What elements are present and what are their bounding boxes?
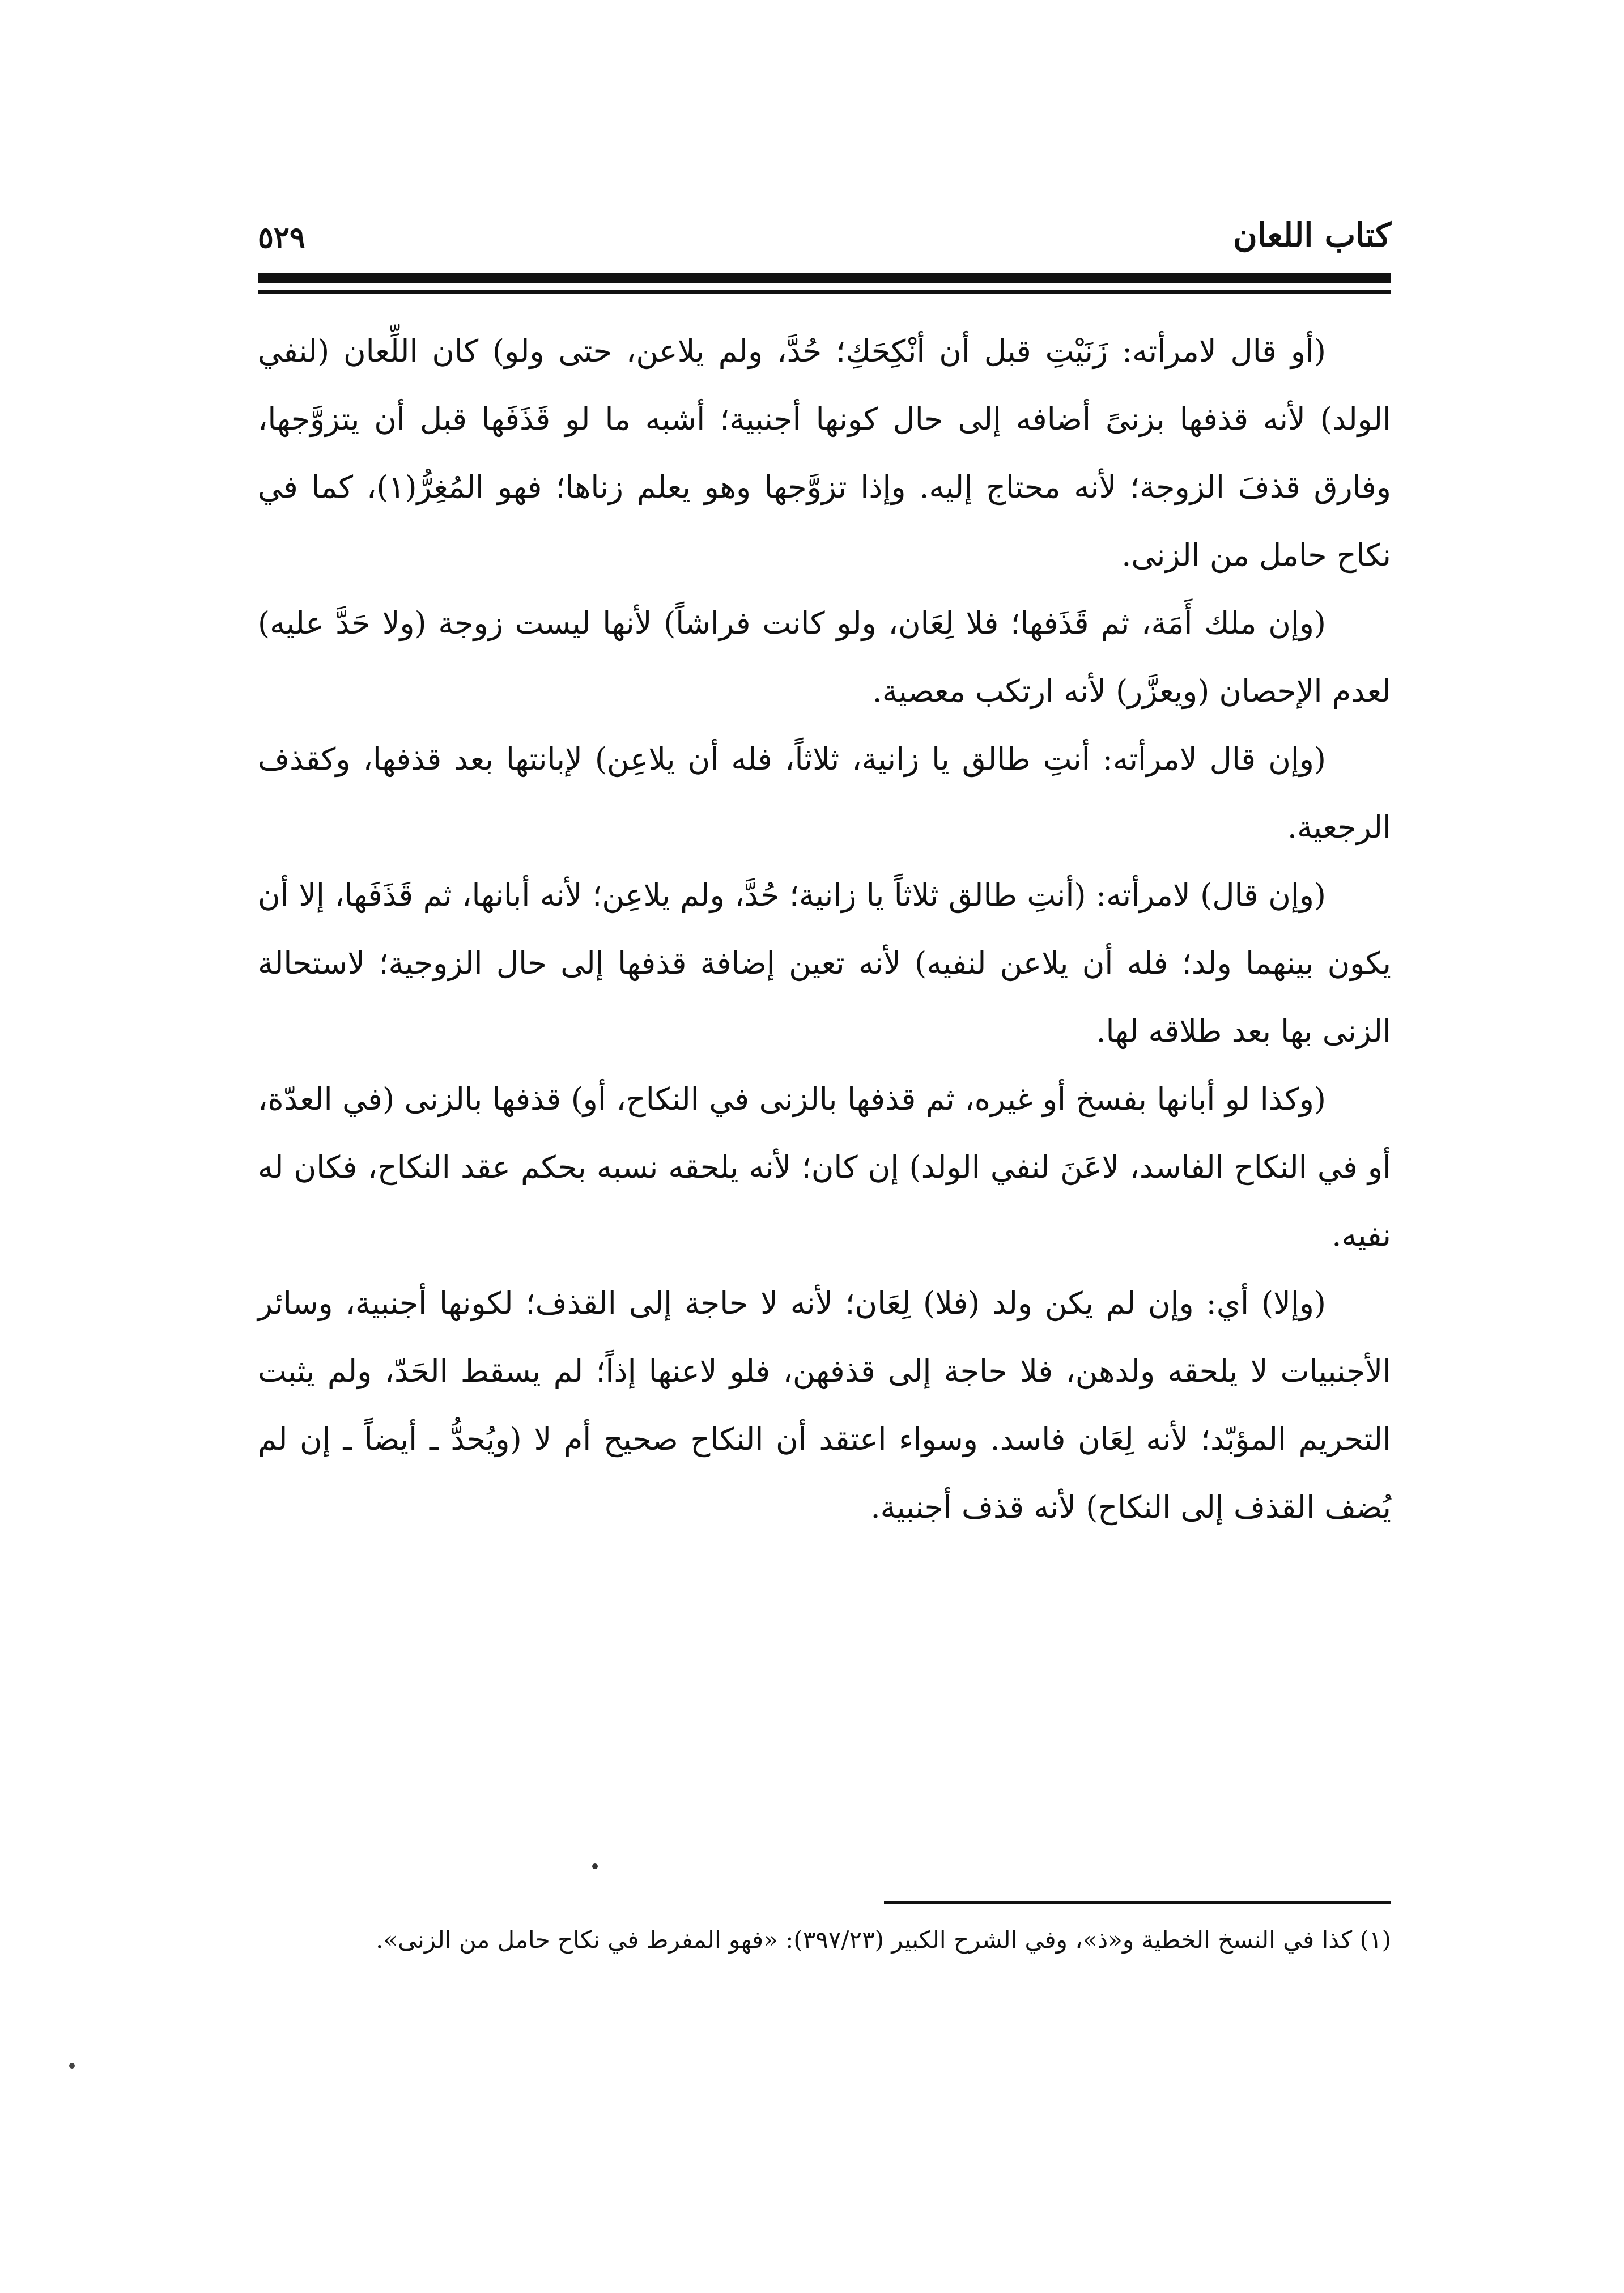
paragraph: (وإن قال لامرأته: أنتِ طالق يا زانية، ثلاثاً، فله أن يلاعِن) لإبانتها بعد قذفها، وكقذف الرجعية.: [258, 741, 1391, 845]
header-rule-thick: [258, 273, 1391, 283]
page-number: ٥٢٩: [258, 220, 305, 255]
paragraph: (وإن ملك أَمَة، ثم قَذَفها؛ فلا لِعَان، ولو كانت فراشاً) لأنها ليست زوجة (ولا حَدَّ عليه) لعدم الإحصان (ويعزَّر) لأنه ارتكب معصية.: [258, 605, 1391, 709]
footnote-separator: [884, 1901, 1391, 1904]
paragraph: (وكذا لو أبانها بفسخ أو غيره، ثم قذفها بالزنى في النكاح، أو) قذفها بالزنى (في العدّة، أو في النكاح الفاسد، لاعَنَ لنفي الولد) إن كان؛ لأنه يلحقه نسبه بحكم عقد النكاح، فكان له نفيه.: [258, 1081, 1391, 1253]
scan-speck: [69, 2063, 75, 2069]
paragraph: (أو قال لامرأته: زَنَيْتِ قبل أن أنْكِحَكِ؛ حُدَّ، ولم يلاعن، حتى ولو) كان اللِّعان (لنفي الولد) لأنه قذفها بزنىً أضافه إلى حال كونها أجنبية؛ أشبه ما لو قَذَفَها قبل أن يتزوَّجها، وفارق قذفَ الزوجة؛ لأنه محتاج إليه. وإذا تزوَّجها وهو يعلم زناها؛ فهو المُغِرُّ(١)، كما في نكاح حامل من الزنى.: [258, 333, 1391, 573]
paragraph: (وإن قال) لامرأته: (أنتِ طالق ثلاثاً يا زانية؛ حُدَّ، ولم يلاعِن؛ لأنه أبانها، ثم قَذَفَها، إلا أن يكون بينهما ولد؛ فله أن يلاعن لنفيه) لأنه تعين إضافة قذفها إلى حال الزوجية؛ لاستحالة الزنى بها بعد طلاقه لها.: [258, 877, 1391, 1049]
main-text: [258, 317, 1391, 1542]
header-rule-thin: [258, 290, 1391, 294]
paragraph: (وإلا) أي: وإن لم يكن ولد (فلا) لِعَان؛ لأنه لا حاجة إلى القذف؛ لكونها أجنبية، وسائر الأجنبيات لا يلحقه ولدهن، فلا حاجة إلى قذفهن، فلو لاعنها إذاً؛ لم يسقط الحَدّ، ولم يثبت التحريم المؤبّد؛ لأنه لِعَان فاسد. وسواء اعتقد أن النكاح صحيح أم لا (ويُحدُّ ـ أيضاً ـ إن لم يُضف القذف إلى النكاح) لأنه قذف أجنبية.: [258, 1285, 1391, 1525]
footnotes: [258, 1913, 1391, 1967]
footnote: (١) كذا في النسخ الخطية و«ذ»، وفي الشرح الكبير (٣٩٧/٢٣): «فهو المفرط في نكاح حامل من الزنى».: [376, 1926, 1391, 1954]
ink-dot: [592, 1863, 598, 1869]
running-header: [258, 210, 1391, 261]
chapter-title: كتاب اللعان: [1233, 216, 1391, 254]
